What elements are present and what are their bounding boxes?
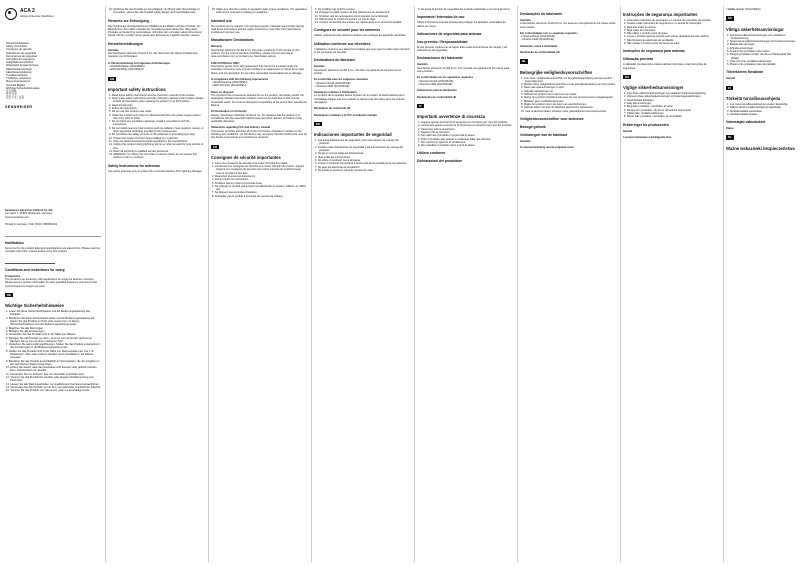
fr-warranty-title: Garantie (314, 65, 325, 69)
fi-list (726, 103, 798, 116)
list-item: 10. Achten Sie darauf, dass das Netzkabel nicht betreten oder geknickt werden kann, insbesondere am Stecker. (6, 366, 97, 373)
manufacturer-declarations-title: Manufacturer Declarations (211, 38, 254, 43)
fr-antenna-text: Utilisez uniquement des antennes actives pour protéger les appareils raccordés. (314, 34, 407, 38)
list-item: 10. Protect the power cord from being walked on or pinched. (109, 136, 179, 140)
column-1 (5, 8, 101, 560)
fr-warranty-text: Sennheiser electronic GmbH & Co. KG offre une garantie de 24 mois sur ce produit. (314, 68, 402, 75)
de-title: Wichtige Sicherheitshinweise (5, 303, 64, 309)
compliance-item: • Directive CEM (2014/30/UE) (315, 84, 350, 88)
pl-title: Ważne wskazówki bezpieczeństwa (726, 145, 795, 151)
list-item: 13. Lassen Sie alle Wartungsarbeiten von qualifiziertem Fachpersonal ausführen. (6, 382, 100, 386)
pt-warranty-title: Garantia (520, 19, 531, 22)
toc-item: 安全说明 (6, 90, 17, 94)
fr-disposal-title: Indications relatives à l'élimination (314, 91, 357, 95)
list-item: 1. Lesen Sie diese Sicherheitshinweise und die Bedienungsanleitung des Produkts. (6, 310, 91, 317)
toc-item: Υποδείξεις ασφαλείας (6, 77, 32, 81)
fr-disposal-text: Le symbole de la poubelle barrée figurant sur le produit, la pile/la batterie et/ou l'emballage indique que ces produits ne doivent pas être jetés avec les ordures ménagères. (314, 94, 405, 105)
list-item: 11. Verwenden Sie nur Zubehör, das vom Hersteller empfohlen wird. (6, 372, 85, 376)
sennheiser-logo-icon (5, 8, 17, 20)
pt-disposal-title: Indicações sobre a eliminação (520, 44, 558, 48)
fr-eu-title: Déclaration de conformité UE (314, 107, 351, 111)
list-item: 2. Conservare queste avvertenze di sicurezza e le istruzioni per l'uso del prodotto. (418, 124, 513, 128)
list-item: 1. Læs disse sikkerhedsanvisninger og produktets betjeningsvejledning. (624, 92, 707, 96)
es-disposal-title: Indicaciones para la eliminación (417, 89, 457, 93)
column-4 (314, 8, 410, 560)
language-tag-de: DE (7, 292, 12, 297)
list-item: 7. Blokkeer geen ventilatieopeningen. (521, 99, 565, 103)
list-item: 8. Placera inte produkten nära värmekällor. (727, 63, 777, 67)
list-item: 14. WARNING: To reduce the risk of fire or electric shock, do not expose this product to rain or moisture. (109, 153, 197, 160)
list-item: 4. Följ alla anvisningar. (727, 46, 754, 50)
list-item: 4. Noudata kaikkia ohjeita. (727, 112, 758, 116)
list-item: 2. Conservez ces consignes de sécurité et la notice d'emploi du produit. Joignez toujours ces consignes de sécurité et la notice d'emploi du produit lorsque vous le remettez à des tiers. (212, 165, 305, 175)
compliance-item: • RoHS Directive (2011/65/EU) (212, 81, 248, 85)
list-item: 8. Do not install near any heat sources such as radiators, heat registers, stoves, or other apparatus (including amplifiers) that produce heat. (109, 126, 204, 134)
frequencies-text: The product is an accessory with applications for using the devices in Europe. Please see the product information for each specified frequency and ensure that correct frequency ranges are used. (5, 278, 97, 288)
list-item: 4. Siga todas las instrucciones. (315, 155, 351, 159)
list-item: 5. Verwenden Sie das Produkt nicht in der Nähe von Wasser. (6, 333, 77, 337)
list-item: 9. Ne modifiez pas la fiche secteur. (315, 8, 356, 11)
toc-item: Instrucciones de seguridad (6, 54, 37, 58)
da-list (623, 92, 719, 118)
list-item: 3. Tenga en cuenta todas las advertencias. (315, 152, 365, 156)
toc-item: 안전 지침 (6, 93, 17, 97)
fr-list-continued (314, 8, 410, 24)
compliance-item: • RoHS-Richtlinie (2011/65/EU) (109, 64, 145, 68)
list-item: 1. Leia estas instruções de segurança e o manual de instruções do produto. (624, 19, 712, 22)
de-disposal-title: Hinweise zur Entsorgung (108, 18, 149, 23)
column-5 (417, 8, 513, 560)
list-item: 8. N'installez pas le produit à proximité de sources de chaleur. (212, 194, 284, 198)
weee-directive: • WEEE-direktiv (2012/19/EU) (726, 8, 761, 11)
column-divider (311, 6, 312, 562)
nl-title: Belangrijke veiligheidsvoorschriften (520, 69, 593, 75)
column-divider (723, 6, 724, 562)
list-item: 6. Reinigen Sie das Produkt nur dann, wenn es vom Stromnetz getrennt ist. Reinigen Sie es nur mit einem trockenen Tuch. (6, 336, 93, 343)
list-item: 6. Clean the product only when it is disconnected from the power supply system. Use a dry cloth to clean. (109, 113, 202, 120)
toc-item: Veiligheidsvoorschriften (6, 61, 34, 65)
es-eu-title: Declaración de conformidad UE (417, 95, 457, 99)
column-8 (726, 8, 798, 560)
en-title: Important safety instructions (108, 86, 166, 92)
list-item: 7. Täck inte över ventilationsöppningar. (727, 59, 772, 63)
fr-list (211, 162, 307, 198)
fcc-title: Statements regarding FCC and Industry Canada (211, 126, 271, 130)
list-item: 6. Ne nettoyez le produit que lorsqu'il est débranché du secteur. Utilisez un chiffon sec. (212, 184, 307, 192)
list-item: 4. Følg alle anvisninger. (624, 102, 652, 106)
product-subtitle: Active Antenna Combiner (20, 14, 54, 18)
list-item: 1. Lea estas indicaciones de seguridad y las instrucciones de manejo del producto. (315, 139, 399, 146)
language-tag-fr: FR (213, 144, 217, 149)
company-web: www.sennheiser.com (5, 215, 30, 219)
it-list (417, 121, 513, 147)
es-section-3-title: Uso previsto / Responsabilidad (417, 39, 468, 44)
pt-conformity-title: Em conformidade com os seguintes requisitos (520, 31, 578, 35)
compliance-item: • Directiva CEM (2014/30/UE) (418, 82, 453, 86)
compliance-item: • EMV-Richtlinie (2014/30/EU) (109, 68, 144, 72)
language-tag-es: ES (316, 121, 321, 126)
toc-item: Wskazówki bezpieczeństwa (6, 64, 39, 68)
toc-item: Safety Instructions (6, 45, 28, 49)
australia-text: Sennheiser goods come with guarantees that cannot be excluded under the Australian Consumer Law. You are entitled to a replacement or refund for a major failure and compensation for any other reasonably foreseeable loss or damage. (211, 64, 305, 75)
list-item: 1. Läs dessa säkerhetsanvisningar och produktens bruksanvisning. (727, 33, 786, 40)
pt-manufacturer-title: Declarações do fabricante (520, 12, 563, 16)
list-item: 7. Ne bloquez pas les fentes d'aération. (212, 191, 258, 195)
list-item: 1. Lue nämä turvallisuusohjeet ja tuotteen käyttöohje. (727, 102, 789, 106)
list-item: 2. Guarde estas indicaciones de seguridad y las instrucciones de manejo del producto. (315, 145, 404, 153)
column-6 (520, 8, 616, 560)
de-manufacturer-title: Herstellererklärungen (108, 41, 144, 46)
column-divider (414, 6, 415, 562)
list-item: 5. Do not use this product near water. (109, 110, 153, 114)
list-item: 6. Limpie el producto únicamente cuando esté desconectado de la red eléctrica. (315, 162, 407, 166)
list-item: 1. Lisez ces consignes de sécurité et la notice d'emploi du produit. (212, 161, 289, 165)
language-tag-it: IT (419, 103, 422, 108)
list-item: 13. Refer all servicing to qualified service personnel. (109, 149, 169, 153)
es-item-continued: 9. No anule la función de seguridad del enchufe polarizado o con toma de tierra. (418, 8, 511, 11)
list-item: 5. Brug ikke produktet i nærheden af vand. (624, 105, 674, 109)
toc-item: Indicaciones de seguridad (6, 51, 37, 55)
compliance-item: • Directiva RoHS (2011/65/UE) (418, 79, 454, 83)
pt-usage-title: Utilização prevista (623, 57, 653, 62)
en-item-continued: 15. Make sure that the product is operated under proper conditions. The apparatus shall not be exposed to dripping or splashing. (212, 8, 307, 15)
list-item: 2. Bewahren Sie diese Sicherheitshinweise und die Bedienungsanleitung auf. Geben Sie das Produkt an Dritte stets zusammen mit diesen Sicherheitshinweisen und der Bedienungsanleitung weiter. (6, 316, 95, 327)
list-item: 1. Lees deze veiligheidsvoorschriften en de gebruiksaanwijzing van het product zorgvuldig door. (521, 76, 612, 83)
toc-item: Säkerhetsinstruktioner (6, 70, 32, 74)
column-divider (620, 6, 621, 562)
list-item: 10. Laat onderhoud alleen uitvoeren door gekwalificeerd servicepersoneel. (521, 109, 607, 113)
list-item: 5. Non utilizzare il prodotto in prossimità di acqua. (418, 134, 476, 138)
list-item: 5. Não utilize o produto perto de água. (624, 32, 669, 36)
brand-wordmark: SENNHEISER (5, 104, 33, 109)
list-item: 3. Osservare tutte le avvertenze. (418, 127, 456, 131)
list-item: 2. Spara dessa säkerhetsanvisningar och bruksanvisningen. (727, 40, 797, 44)
language-tag-pl: PL (728, 135, 732, 140)
fr-antenna-title: Consignes de sécurité pour les antennes (314, 28, 381, 33)
eu-conformity-text: Hereby, Sennheiser electronic GmbH & Co. KG declares that the product is in compliance with the essential requirements and other relevant provisions of the applicable directives. (211, 113, 302, 124)
list-item: 5. Gebruik het product niet in de buurt van water. (521, 93, 578, 97)
column-3 (211, 8, 307, 560)
list-item: 2. Bewaar deze veiligheidsvoorschriften en de gebruiksaanwijzing van het product. (521, 83, 616, 87)
list-item: 6. Limpe o produto apenas quando este estiver desligado da rede elétrica. (624, 35, 710, 39)
warranty-text: Sennheiser electronic GmbH & Co. KG gives a warranty of 24 months on this product. For the current warranty conditions, please visit our web site at www.sennheiser.com or contact your Sennheiser partner. (211, 48, 300, 59)
toc-item: Sicherheitshinweise (6, 42, 29, 45)
notification-text: Some text for the product label and specifications are placed here. Please read the complete instruction manual before using this product. (5, 247, 101, 254)
warranty-title: Warranty (211, 45, 223, 49)
sv-warranty-title: Garanti (726, 77, 736, 81)
fr-fcc-title: Déclarations relatives à la FCC et Industrie Canada (314, 113, 377, 117)
compliance-item: • Diretiva CEM (2014/30/UE) (521, 38, 555, 42)
sv-list (726, 34, 798, 67)
de-warranty-title: Garantie (108, 48, 119, 52)
toc-item: 安全上のご注意 (6, 96, 25, 100)
toc-item: Consignes de sécurité (6, 48, 32, 52)
language-tag-nl: NL (522, 59, 526, 64)
list-item: 6. Pulire il prodotto solo quando è scollegato dalla rete elettrica. (418, 137, 491, 141)
pt-usage-text: A utilização prevista inclui a leitura destas instruções e das instruções de segurança. (623, 63, 707, 70)
list-item: 11. N'utilisez que les accessoires recommandés par le fabricant. (315, 14, 389, 18)
es-section-1-title: Importante! Intervalos de uso (417, 15, 465, 20)
list-item: 8. Non installare il prodotto vicino a fonti di calore. (418, 144, 476, 148)
da-conformity-title: I overensstemmelse med følgende krav (623, 135, 672, 139)
list-item: 3. Noudata kaikkia varoituksia. (727, 109, 763, 113)
list-item: 9. Betreiben Sie das Produkt ausschließlich an Stromquellen, die den Angaben in den technischen Daten entsprechen. (6, 359, 100, 366)
nl-antenna-title: Veiligheidsvoorschriften voor antennes (520, 116, 584, 121)
list-item: 3. Respectez tous les avertissements. (212, 175, 256, 178)
list-item: 12. Débranchez le produit du secteur en cas d'orage. (315, 17, 376, 21)
list-item: 7. Non ostruire le aperture di ventilazione. (418, 140, 467, 144)
compliance-item: • Diretiva RoHS (2011/65/UE) (521, 35, 556, 39)
list-item: 9. Gebruik alleen het door de fabrikant aanbevolen toebehoren. (521, 106, 594, 110)
es-section-2-title: Indicaciones de seguridad para antenas (417, 31, 482, 36)
it-usage-title: Utilizzo conforme (417, 151, 446, 156)
en-antenna-title: Safety instructions for antennas (108, 163, 160, 168)
de-compliance-title: In Übereinstimmung mit folgenden Anforderungen (108, 61, 171, 65)
fr-title: Consignes de sécurité importantes (211, 154, 281, 160)
de-warranty-text: Die Sennheiser electronic GmbH & Co. KG übernimmt für dieses Produkt eine Garantie von 24 Monaten. (108, 52, 198, 59)
sv-title: Viktiga säkerhetsanvisningar (726, 26, 784, 32)
column-divider (105, 6, 106, 562)
list-item: 7. No tape las aberturas de ventilación. (315, 165, 360, 169)
list-item: 5. Använd inte produkten nära vatten. (727, 49, 771, 53)
da-title: Vigtige sikkerhedsanvisninger (623, 85, 684, 91)
list-item: 6. Rengør kun produktet, når det er afbrudt fra strømnettet. (624, 108, 692, 112)
pt-conformity-list (520, 35, 616, 42)
company-name: Sennheiser electronic GmbH & Co. KG (5, 208, 53, 212)
company-address: Am Labor 1, 30900 Wedemark, Germany (5, 212, 53, 216)
es-section-3-text: El uso previsto implica que se hayan leído estas instrucciones de manejo y las indicaciones de seguridad. (417, 45, 508, 53)
list-item: 4. Befolgen Sie alle Anweisungen. (6, 329, 46, 333)
language-tag-da: DA (625, 74, 630, 79)
signature-line (5, 258, 55, 264)
column-divider (517, 6, 518, 562)
fr-conformity-list (314, 82, 410, 89)
de-disposal-text: Das Symbol der durchgestrichenen Abfalltonne auf Rädern auf dem Produkt, der Batterie bzw. dem Akku und/oder der Verpackung weist darauf hin, dass diese Produkte am Ende ihrer Lebensdauer nicht über den normalen Hausmüll entsorgt werden dürfen, sondern einer getrennten Entsorgung zugeführt werden müssen. (108, 24, 202, 38)
pt-title: Instruções de segurança importantes (623, 12, 698, 17)
list-item: 5. No utilice el producto cerca del agua. (315, 158, 361, 162)
list-item: 8. Não instale o produto perto de fontes de calor. (624, 42, 681, 46)
list-item: 2. Keep these safety instructions and the instruction manual of the product. Always include all instructions when passing the product on to third parties. (109, 97, 204, 104)
fi-manufacturer-title: Valmistajan vakuutukset (726, 120, 766, 125)
list-item: 3. Beachten Sie alle Warnungen. (6, 326, 44, 330)
es-warranty-text: Sennheiser electronic GmbH & Co. KG concede una garantía de 24 meses para este producto. (417, 66, 510, 74)
es-warranty-title: Garantía (417, 63, 428, 67)
language-tag-sv: SV (728, 16, 733, 21)
list-item: 14. Verwenden Sie das Produkt nur mit dem vom Hersteller empfohlenen Zubehör. (6, 385, 101, 389)
fi-title: Tärkeitä turvallisuusohjeita (726, 95, 781, 101)
list-item: 3. Respeite todos os avisos. (624, 25, 657, 29)
divider (5, 236, 101, 237)
nl-warranty-title: Garantie (520, 139, 531, 143)
nl-usage-title: Beoogd gebruik (520, 124, 546, 129)
compliance-item: • Directive RoHS (2011/65/UE) (315, 81, 351, 85)
list-item: 9. Do not defeat the safety purpose of the polarized or grounding-type plug. (109, 133, 196, 137)
list-item: 7. Do not block any ventilation openings. Install in accordance with the instructions. (109, 120, 190, 127)
toc-item: Turvallisuusohjeita (6, 74, 28, 78)
list-item: 4. Seguire tutte le istruzioni. (418, 130, 451, 134)
disposal-title: Notes on disposal (211, 90, 234, 94)
compliance-list (211, 81, 307, 88)
list-item: 8. Stellen Sie das Produkt nicht in der Nähe von Wärmequellen auf, wie z. B. Heizkörpern, Öfen oder anderen Geräten (auch Verstärkern), die Wärme erzeugen. (6, 349, 95, 360)
nl-conformity-title: In overeenstemming met de volgende eisen (520, 146, 574, 150)
list-item: 3. Overhold alle advarsler. (624, 98, 655, 102)
list-item: 1. Leggere queste avvertenze di sicurezza e le istruzioni per l'uso del prodotto. (418, 121, 509, 125)
de-item-continued: 16. Schützen Sie das Produkt vor Feuchtigkeit. Um Brand oder Stromschlag zu vermeiden, setzen Sie das Produkt weder Regen noch Feuchtigkeit aus. (109, 8, 200, 15)
list-item: 7. Verdecken Sie keine Lüftungsöffnungen. Stellen Sie das Produkt entsprechend den Anweisungen in der Bedienungsanleitung auf. (6, 343, 100, 350)
es-manufacturer-title: Declaraciones del fabricante (417, 56, 463, 61)
sv-manufacturer-title: Tillverkarens försäkran (726, 70, 764, 75)
nl-list (520, 77, 616, 113)
toc-item: Меры безопасности (6, 80, 31, 84)
list-item: 5. N'utilisez pas le produit à proximité d'eau. (212, 181, 263, 185)
es-conformity-title: En conformidad con los siguientes requisitos (417, 76, 474, 80)
list-item: 12. Unplug this product during lightning storms or when unused for long periods of time. (109, 143, 204, 150)
list-item: 7. Tildæk ikke ventilationsåbninger. (624, 111, 665, 115)
toc-item: Instruções de segurança (6, 58, 35, 62)
fr-manufacturer-title: Déclarations du fabricant (314, 58, 355, 63)
toc-item: Sikkerhedsanvisninger (6, 67, 33, 71)
da-manufacturer-title: Erklæringer fra producenten (623, 122, 669, 127)
list-item: 3. Heed all warnings. (109, 103, 134, 107)
column-2 (108, 8, 204, 560)
list-item: 7. Não bloqueie as aberturas de ventilação. (624, 38, 675, 42)
pt-list (623, 19, 719, 45)
fcc-text: This device complies with Part 15 of the FCC Rules. Operation is subject to the following two conditions: (1) this device may not cause harmful interference, and (2) this device must accept any interference received. (211, 129, 307, 140)
list-item: 15. Trennen Sie das Produkt vom Stromnetz, wenn es beschädigt wurde. (6, 389, 90, 393)
en-antenna-text: Use active antennas only to protect the connected devices from lightning damage. (108, 169, 203, 173)
it-manufacturer-title: Dichiarazioni del produttore (417, 159, 463, 164)
list-item: 1. Read these safety instructions and the instruction manual of the product. (109, 93, 196, 97)
list-item: 4. Follow all instructions. (109, 106, 138, 110)
column-divider (208, 6, 209, 562)
toc-item: Güvenlik Bilgileri (6, 83, 26, 87)
header-logo (5, 8, 101, 20)
es-title: Indicaciones importantes de seguridad (314, 132, 392, 138)
intended-use-title: Intended use (211, 18, 232, 23)
company-block (5, 209, 101, 226)
print-info: Printed in Germany, Publ. 05/16, 565660/A01 (5, 222, 58, 226)
fr-usage-title: Utilisation conforme aux directives (314, 41, 371, 46)
list-item: 6. Reinig het product uitsluitend wanneer het van het stroomnet is losgekoppeld. (521, 96, 614, 100)
language-toc (5, 42, 101, 100)
fr-usage-text: L'utilisation conforme aux directives implique que vous ayez lu cette notice d'emploi et les consignes de sécurité. (314, 47, 410, 55)
compliance-title: In compliance with the following requirements (211, 77, 269, 81)
da-warranty-title: Garanti (623, 129, 633, 133)
fi-warranty-title: Takuu (726, 127, 734, 131)
list-item: 11. Only use attachments/accessories specified by the manufacturer. (109, 139, 188, 143)
pt-eu-title: Declaração de conformidade UE (520, 51, 560, 55)
list-item: 2. Säilytä nämä turvallisuusohjeet ja käyttöohje. (727, 106, 782, 110)
es-conformity-list (417, 80, 513, 87)
it-title: Importanti avvertenze di sicurezza (417, 114, 486, 120)
product-name: ACA 2 (20, 8, 35, 14)
eu-conformity-title: EU Declaration of conformity (211, 110, 247, 114)
es-list (314, 139, 410, 172)
list-item: 6. Rengör produkten endast när den är frånkopplad från elnätet. (727, 53, 792, 60)
es-section-1-text: Utilice únicamente antenas activas para proteger los aparatos conectados de daños por rayos. (417, 21, 506, 28)
frequencies-title: Frequencies (5, 274, 21, 278)
pt-antenna-title: Instruções de segurança para antenas (623, 49, 685, 54)
intended-use-text: The product can be used for commercial purposes. Intended use includes having read these instructions and the safety instructions. Use other than described is considered improper use. (211, 24, 304, 35)
list-item: 12. Trennen Sie das Produkt bei Gewitter oder längerer Nichtbenutzung vom Stromnetz. (6, 376, 94, 383)
list-item: 3. Neem alle waarschuwingen in acht. (521, 86, 565, 90)
language-tag-fi: FI (728, 85, 731, 90)
list-item: 8. Placer ikke produktet i nærheden af varmekilder. (624, 115, 683, 119)
list-item: 8. No instale el producto cerca de fuentes de calor. (315, 168, 374, 172)
nl-manufacturer-title: Verklaringen van de fabrikant (520, 132, 568, 137)
language-tag-en: EN (110, 76, 115, 81)
list-item: 2. Opbevar disse sikkerhedsanvisninger og betjeningsvejledningen. (624, 95, 702, 99)
list-item: 3. Beakta alla varningar. (727, 43, 755, 47)
conditions-title: Conditions and restrictions for using (5, 267, 65, 272)
column-7 (623, 8, 719, 560)
de-list (5, 310, 101, 392)
list-item: 10. Protégez le câble secteur de tout piétinement ou écrasement. (315, 11, 390, 15)
list-item: 13. Confiez l'ensemble des travaux de maintenance à un personnel qualifié. (315, 21, 403, 25)
list-item: 4. Suivez toutes les instructions. (212, 178, 250, 182)
list-item: 8. Plaats het product niet in de buurt van warmtebronnen. (521, 102, 588, 106)
list-item: 2. Guarde estas instruções de segurança e o manual de instruções. (624, 22, 702, 26)
de-compliance-list (108, 65, 204, 72)
list-item: 4. Volg alle aanwijzingen op. (521, 89, 554, 93)
fr-conformity-title: En conformité avec les exigences suivantes (314, 78, 369, 82)
disposal-text: The symbol of the crossed-out wheeled bin on the product, the battery and/or the packaging indicates that these products must not be disposed of with normal household waste, but must be disposed of separately at the end of their operational lifetime. (211, 94, 307, 107)
en-list (108, 94, 204, 160)
list-item: 4. Siga todas as instruções. (624, 28, 656, 32)
notification-title: Notification (5, 241, 24, 246)
toc-item: Wichtige Sicherheitshinweise (6, 86, 40, 90)
compliance-item: • EMC Directive (2014/30/EU) (212, 84, 247, 88)
australia-title: FOR AUSTRALIA ONLY (211, 61, 240, 65)
pt-warranty-text: A Sennheiser electronic GmbH & Co. KG assume uma garantia de 24 meses sobre este produto. (520, 22, 616, 29)
